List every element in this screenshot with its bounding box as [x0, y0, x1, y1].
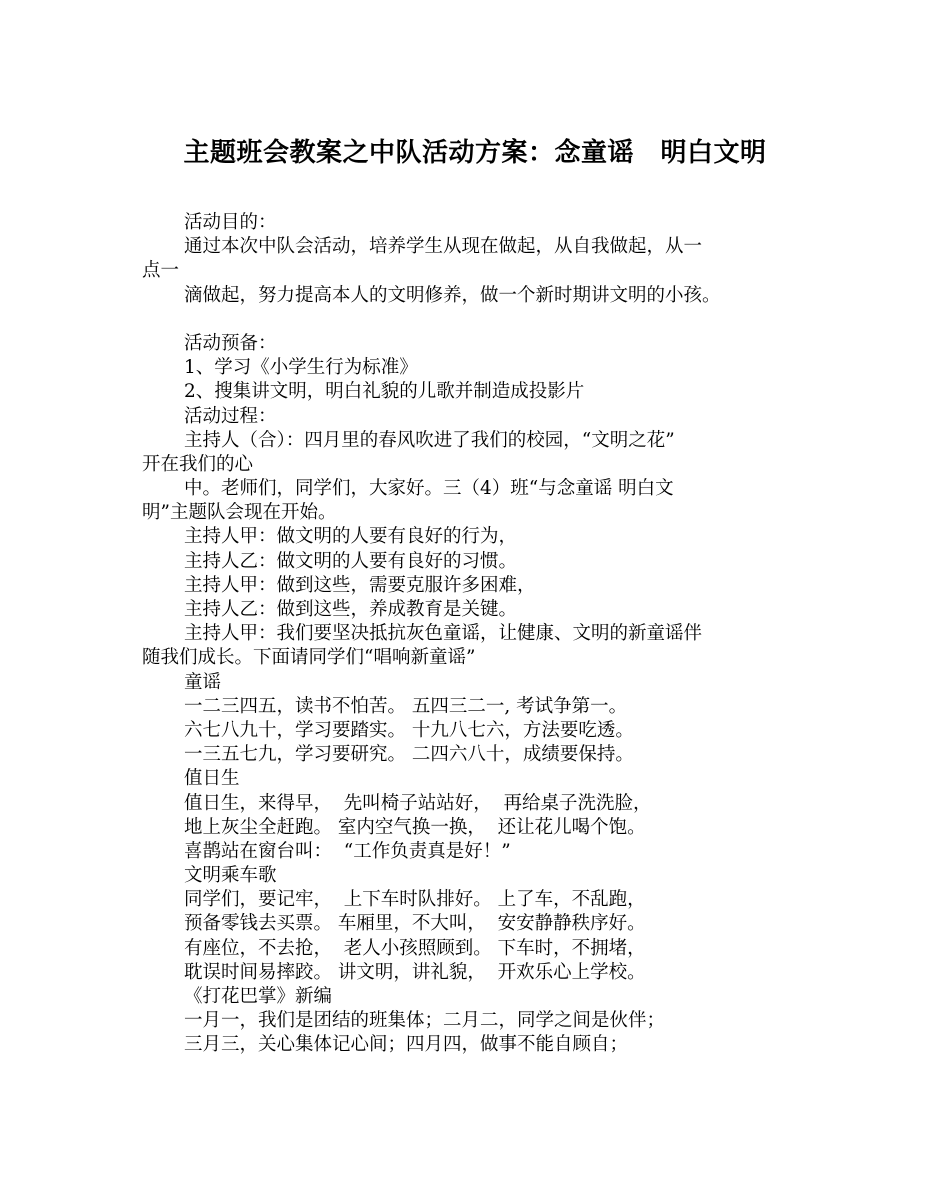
body-line: 中。老师们，同学们，大家好。三（4）班“与念童谣 明白文 — [184, 478, 674, 500]
body-line: 活动过程： — [184, 405, 277, 427]
body-line: 六七八九十，学习要踏实。 十九八七六，方法要吃透。 — [184, 719, 634, 741]
body-line: 值日生 — [184, 768, 240, 790]
body-line: 活动预备： — [184, 332, 277, 354]
body-line: 随我们成长。下面请同学们“唱响新童谣” — [142, 647, 476, 669]
body-line: 活动目的： — [184, 212, 277, 233]
body-line: 主持人乙：做到这些，养成教育是关键。 — [184, 599, 518, 620]
body-line: 预备零钱去买票。 车厢里，不大叫， 安安静静秩序好。 — [184, 913, 646, 935]
document-title: 主题班会教案之中队活动方案：念童谣 明白文明 — [183, 138, 767, 168]
body-line: 有座位，不去抢， 老人小孩照顾到。 下车时，不拥堵， — [184, 937, 646, 959]
body-line: 点一 — [142, 260, 180, 282]
body-line: 通过本次中队会活动，培养学生从现在做起，从自我做起，从一 — [184, 236, 703, 258]
body-line: 文明乘车歌 — [184, 865, 277, 887]
body-line: 主持人乙：做文明的人要有良好的习惯。 — [184, 550, 518, 572]
body-line: 主持人甲：做到这些，需要克服许多困难， — [184, 574, 536, 596]
body-line: 一二三四五，读书不怕苦。 五四三二一, 考试争第一。 — [184, 695, 628, 717]
body-line: 开在我们的心 — [142, 453, 254, 475]
blank-line — [142, 308, 822, 332]
body-line: 主持人（合）：四月里的春风吹进了我们的校园，“文明之花” — [184, 429, 675, 451]
body-line: 滴做起，努力提高本人的文明修养，做一个新时期讲文明的小孩。 — [184, 284, 721, 306]
body-line: 明”主题队会现在开始。 — [142, 502, 337, 524]
body-line: 耽误时间易摔跤。 讲文明，讲礼貌， 开欢乐心上学校。 — [184, 961, 646, 983]
body-line: 同学们，要记牢， 上下车时队排好。 上了车，不乱跑， — [184, 889, 646, 911]
body-line: 主持人甲：我们要坚决抵抗灰色童谣，让健康、文明的新童谣伴 — [184, 623, 703, 645]
body-line: 喜鹊站在窗台叫： “工作负责真是好！” — [184, 840, 511, 862]
body-line: 地上灰尘全赶跑。 室内空气换一换， 还让花儿喝个饱。 — [184, 816, 646, 838]
body-line: 童谣 — [184, 671, 222, 693]
body-line: 《打花巴掌》新编 — [184, 986, 333, 1007]
body-line: 三月三，关心集体记心间；四月四，做事不能自顾自； — [184, 1034, 629, 1056]
body-line: 一月一，我们是团结的班集体；二月二，同学之间是伙伴； — [184, 1010, 666, 1032]
body-line: 主持人甲：做文明的人要有良好的行为， — [184, 526, 518, 548]
body-line: 一三五七九，学习要研究。 二四六八十，成绩要保持。 — [184, 744, 634, 766]
body-line: 2、搜集讲文明，明白礼貌的儿歌并制造成投影片 — [184, 381, 585, 403]
body-line: 值日生，来得早， 先叫椅子站站好， 再给桌子洗洗脸， — [184, 792, 652, 814]
document-body — [142, 211, 822, 1058]
body-line: 1、学习《小学生行为标准》 — [184, 357, 418, 379]
